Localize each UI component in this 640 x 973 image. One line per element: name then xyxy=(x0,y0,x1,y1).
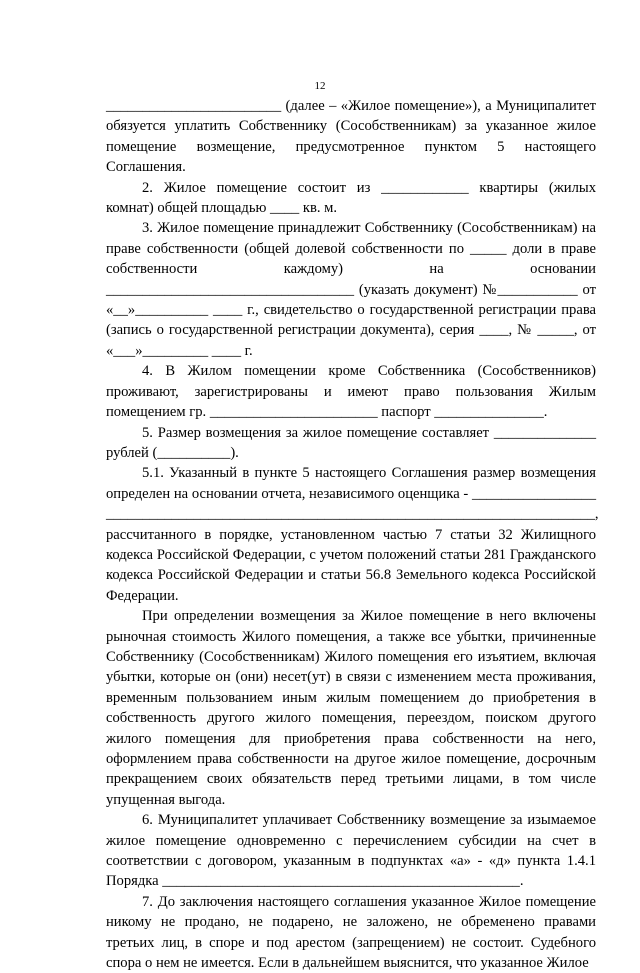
page-number: 12 xyxy=(314,80,326,92)
paragraph-2: 2. Жилое помещение состоит из ____________ квартиры (жилых комнат) общей площадью ____ кв. м. xyxy=(106,179,596,217)
paragraph-5-1-valuation: При определении возмещения за Жилое помещение в него включены рыночная стоимость Жилого помещения, а также все убытки, причиненные Собственнику (Сособственникам) Жилого помещения его изъятием, включая убытки, которые он (они) несет(ут) в связи с изменением места проживания, временным пользованием иным жилым помещением до приобретения в собственность другого жилого помещения, переездом, поиском другого жилого помещения для приобретения права собственности на него, оформлением права собственности на другое жилое помещение, досрочным прекращением своих обязательств перед третьими лицами, в том числе упущенная выгода. xyxy=(106,608,596,808)
paragraph-3: 3. Жилое помещение принадлежит Собственнику (Сособственникам) на праве собственности (общей долевой собственности по _____ доли в праве собственности каждому) на основании __________________________________ (указать документ) №___________ от «__»__________ ____ г., свидетельство о государственной регистрации права (запись о государственной регистрации документа), серия ____, № _____, от «___»_________ ____ г. xyxy=(106,220,596,359)
paragraph-4: 4. В Жилом помещении кроме Собственника (Сособственников) проживают, зарегистрированы и имеют право пользования Жилым помещением гр. _______________________ паспорт _______________. xyxy=(106,363,596,421)
paragraph-5-1: 5.1. Указанный в пункте 5 настоящего Соглашения размер возмещения определен на основании отчета, независимого оценщика - _________________ ___________________________________________________________________, рассчитанного в порядке, установленном частью 7 статьи 32 Жилищного кодекса Российской Федерации, с учетом положений статьи 281 Гражданского кодекса Российской Федерации и статьи 56.8 Земельного кодекса Российской Федерации. xyxy=(106,465,599,604)
paragraph-7: 7. До заключения настоящего соглашения указанное Жилое помещение никому не продано, не подарено, не заложено, не обременено правами третьих лиц, в споре и под арестом (запрещением) не состоит. Судебного спора о нем не имеется. Если в дальнейшем выяснится, что указанное Жилое xyxy=(106,893,596,972)
paragraph-1-continuation: ________________________ (далее – «Жилое помещение»), а Муниципалитет обязуется уплатить Собственнику (Сособственникам) за указанное жилое помещение возмещение, предусмотренное пунктом 5 настоящего Соглашения. xyxy=(106,98,596,176)
document-body xyxy=(106,96,599,973)
paragraph-6: 6. Муниципалитет уплачивает Собственнику возмещение за изымаемое жилое помещение одновременно с перечислением субсидии на счет в соответствии с договором, указанным в подпунктах «а» - «д» пункта 1.4.1 Порядка _________________________________________________. xyxy=(106,812,596,890)
paragraph-5: 5. Размер возмещения за жилое помещение составляет ______________ рублей (__________). xyxy=(106,424,596,461)
